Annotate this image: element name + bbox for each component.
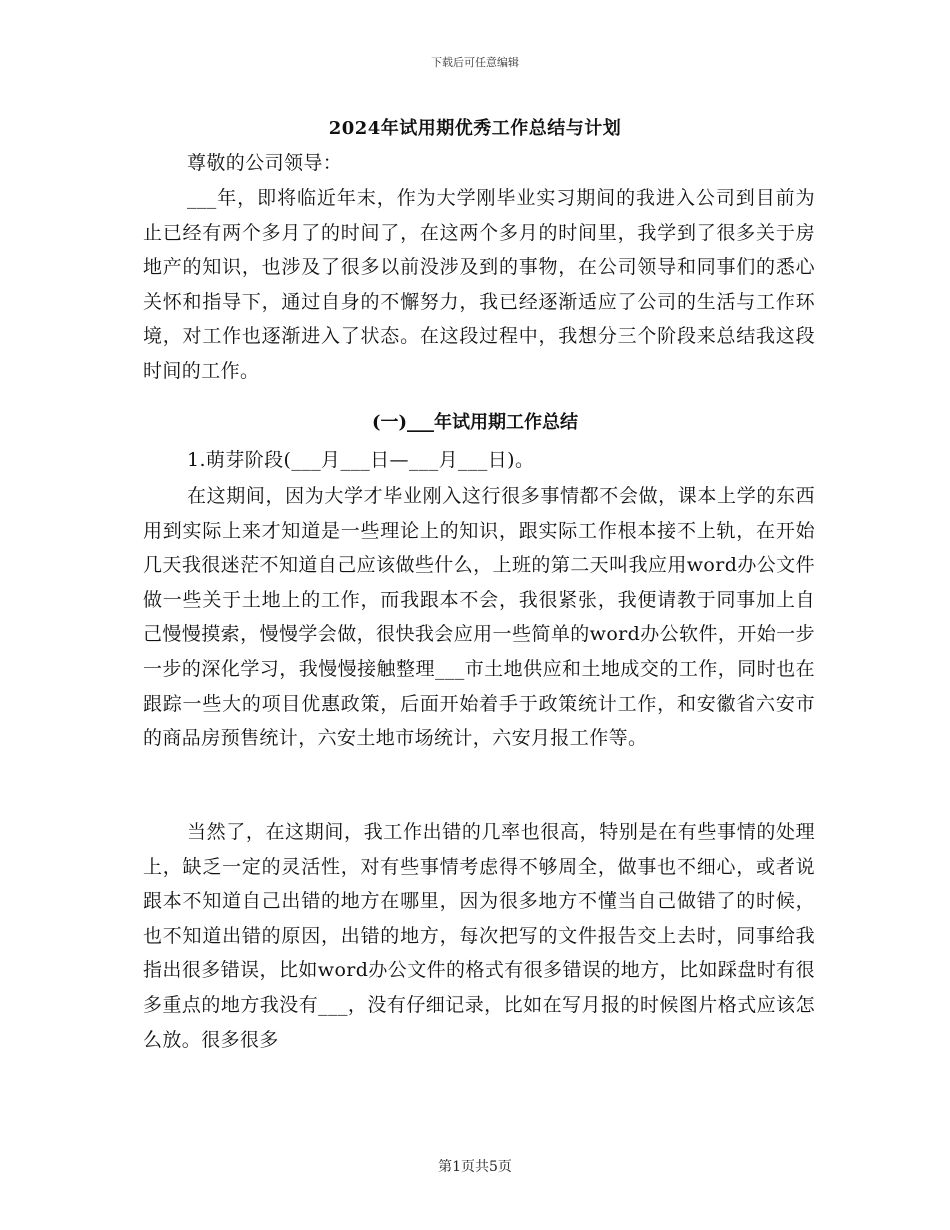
stage-heading: 1.萌芽阶段(___月___日—___月___日)。 — [187, 449, 535, 471]
document-title: 2024年试用期优秀工作总结与计划 — [328, 118, 622, 139]
intro-paragraph: ___年，即将临近年末，作为大学刚毕业实习期间的我进入公司到目前为止已经有两个多月了的时间了，在这两个多月的时间里，我学到了很多关于房地产的知识，也涉及了很多以前没涉及到的事物，在公司领导和同事们的悉心关怀和指导下，通过自身的不懈努力，我已经逐渐适应了公司的生活与工作环境，对工作也逐渐进入了状态。在这段过程中，我想分三个阶段来总结我这段时间的工作。 — [143, 187, 815, 382]
body-paragraph-1: 在这期间，因为大学才毕业刚入这行很多事情都不会做，课本上学的东西用到实际上来才知道是一些理论上的知识，跟实际工作根本接不上轨，在开始几天我很迷茫不知道自己应该做些什么，上班的第二天叫我应用word办公文件做一些关于土地上的工作，而我跟本不会，我很紧张，我便请教于同事加上自己慢慢摸索，慢慢学会做，很快我会应用一些简单的word办公软件，开始一步一步的深化学习，我慢慢接触整理___市土地供应和土地成交的工作，同时也在跟踪一些大的项目优惠政策，后面开始着手于政策统计工作，和安徽省六安市的商品房预售统计，六安土地市场统计，六安月报工作等。 — [143, 485, 815, 750]
page-footer: 第1页共5页 — [438, 1159, 512, 1175]
section-heading: (一)___年试用期工作总结 — [371, 412, 579, 433]
body-paragraph-2: 当然了，在这期间，我工作出错的几率也很高，特别是在有些事情的处理上，缺乏一定的灵活性，对有些事情考虑得不够周全，做事也不细心，或者说跟本不知道自己出错的地方在哪里，因为很多地方不懂当自己做错了的时候，也不知道出错的原因，出错的地方，每次把写的文件报告交上去时，同事给我指出很多错误，比如word办公文件的格式有很多错误的地方，比如踩盘时有很多重点的地方我没有___，没有仔细记录，比如在写月报的时候图片格式应该怎么放。很多很多 — [143, 821, 815, 1051]
salutation: 尊敬的公司领导： — [187, 152, 343, 174]
header-note: 下载后可任意编辑 — [431, 56, 519, 69]
